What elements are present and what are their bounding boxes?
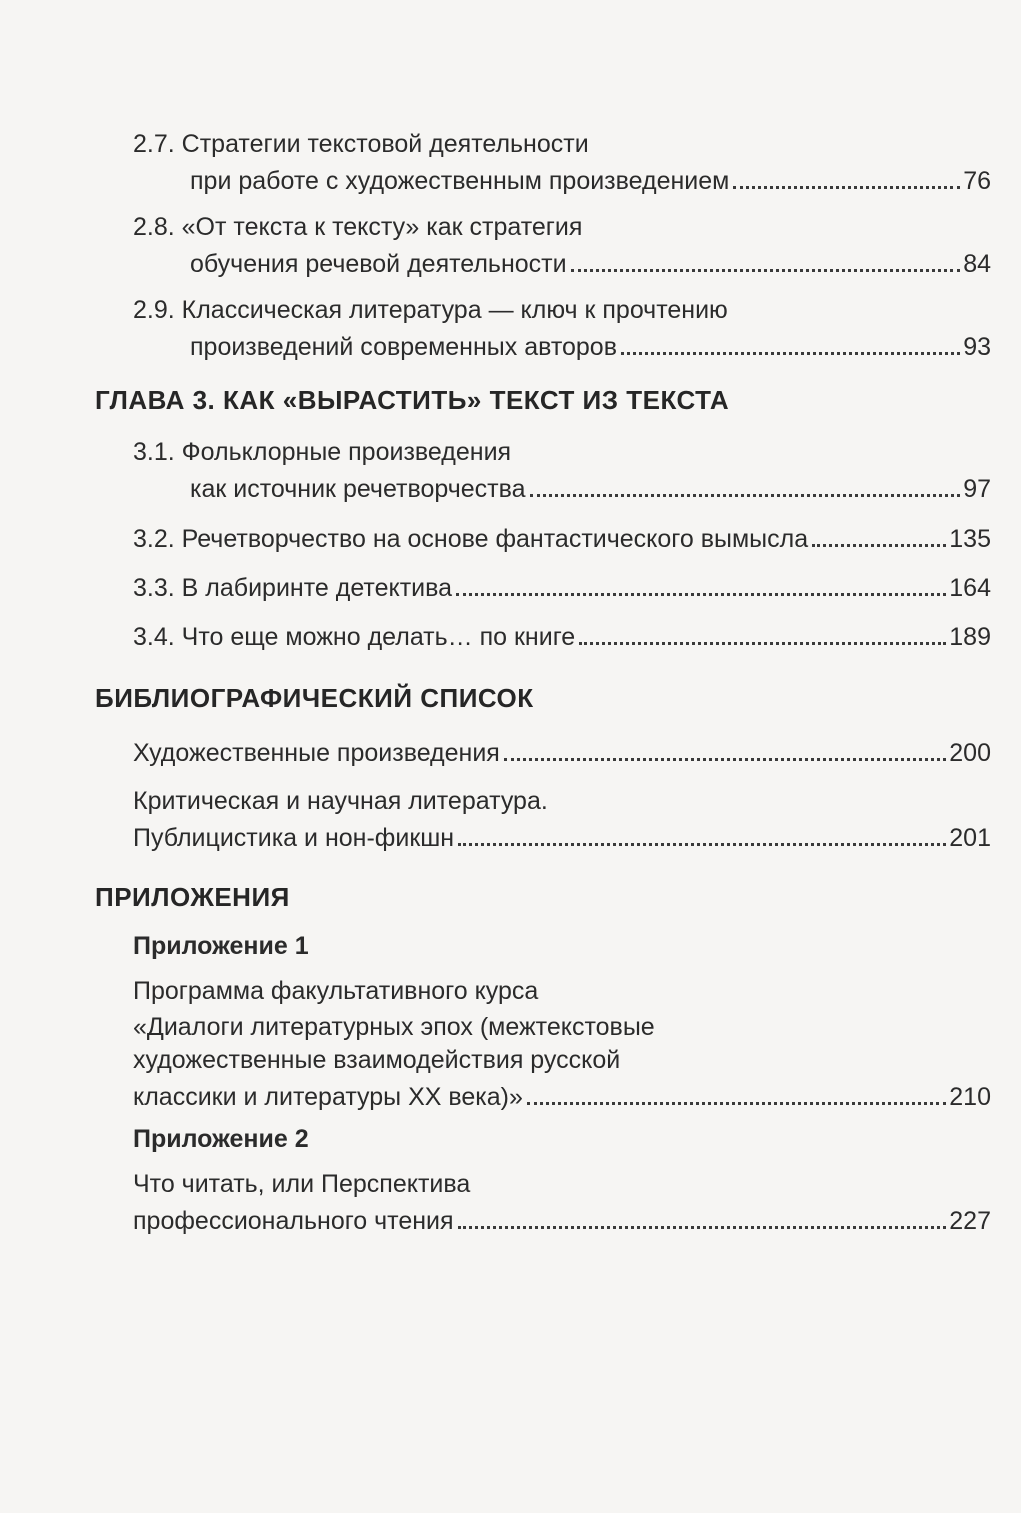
toc-entry-bib-2-line1: Критическая и научная литература. (133, 787, 548, 815)
toc-entry-bib-2[interactable] (133, 817, 991, 853)
toc-entry-2-7[interactable] (190, 160, 991, 196)
toc-entry-bib-1[interactable] (133, 732, 991, 768)
section-number: 3.1. (133, 438, 175, 466)
section-title-cont: профессионального чтения (133, 1207, 454, 1235)
section-title: 3.2. Речетворчество на основе фантастического вымысла (133, 525, 809, 553)
page-number: 76 (963, 167, 991, 195)
page-number: 201 (949, 824, 991, 852)
toc-entry-3-1[interactable] (190, 468, 991, 504)
toc-entry-3-3[interactable] (133, 567, 991, 603)
section-title: Фольклорные произведения (181, 438, 512, 466)
page-number: 200 (949, 739, 991, 767)
page-number: 135 (949, 525, 991, 553)
page-number: 164 (949, 574, 991, 602)
leader-dots (579, 642, 946, 645)
section-number: 2.8. (133, 213, 175, 241)
leader-dots (530, 494, 961, 497)
toc-entry-appendix-1[interactable] (133, 1076, 991, 1112)
appendices-heading[interactable]: ПРИЛОЖЕНИЯ (95, 882, 290, 912)
leader-dots (458, 1226, 947, 1229)
toc-entry-appendix-2[interactable] (133, 1200, 991, 1236)
page-number: 189 (949, 623, 991, 651)
toc-entry-2-8[interactable] (190, 243, 991, 279)
bibliography-heading[interactable]: БИБЛИОГРАФИЧЕСКИЙ СПИСОК (95, 683, 534, 713)
appendix-1-title: Приложение 1 (133, 932, 309, 960)
section-title: Стратегии текстовой деятельности (181, 130, 589, 158)
toc-entry-3-1-line1 (133, 435, 511, 469)
appendix-1-line3: художественные взаимодействия русской (133, 1046, 621, 1074)
leader-dots (527, 1102, 946, 1105)
section-title-cont: при работе с художественным произведением (190, 167, 730, 195)
toc-entry-3-2[interactable] (133, 518, 991, 554)
section-title-cont: произведений современных авторов (190, 333, 617, 361)
section-number: 2.7. (133, 130, 175, 158)
appendix-2-line1: Что читать, или Перспектива (133, 1170, 471, 1198)
appendix-2-title: Приложение 2 (133, 1125, 309, 1153)
page-number: 97 (963, 475, 991, 503)
leader-dots (504, 758, 946, 761)
toc-entry-2-8-line1 (133, 210, 582, 244)
leader-dots (621, 352, 960, 355)
appendix-1-line1: Программа факультативного курса (133, 977, 539, 1005)
page-number: 227 (949, 1207, 991, 1235)
section-title-cont: классики и литературы XX века)» (133, 1083, 523, 1111)
page-number: 93 (963, 333, 991, 361)
toc-entry-2-9[interactable] (190, 326, 991, 362)
leader-dots (571, 269, 961, 272)
leader-dots (812, 544, 946, 547)
toc-entry-2-7-line1 (133, 127, 589, 161)
section-title-cont: как источник речетворчества (190, 475, 526, 503)
chapter-3-heading[interactable]: ГЛАВА 3. КАК «ВЫРАСТИТЬ» ТЕКСТ ИЗ ТЕКСТА (95, 385, 730, 415)
page-number: 84 (963, 250, 991, 278)
section-title-cont: обучения речевой деятельности (190, 250, 567, 278)
toc-entry-3-4[interactable] (133, 616, 991, 652)
toc-entry-2-9-line1 (133, 293, 728, 327)
leader-dots (733, 186, 960, 189)
leader-dots (458, 843, 946, 846)
page-number: 210 (949, 1083, 991, 1111)
section-title: «От текста к тексту» как стратегия (181, 213, 583, 241)
section-title: Классическая литература — ключ к прочтению (181, 296, 728, 324)
section-title-cont: Публицистика и нон-фикшн (133, 824, 455, 852)
leader-dots (456, 593, 946, 596)
section-title: 3.3. В лабиринте детектива (133, 574, 453, 602)
section-title: Художественные произведения (133, 739, 500, 767)
section-number: 2.9. (133, 296, 175, 324)
appendix-1-line2: «Диалоги литературных эпох (межтекстовые (133, 1013, 655, 1041)
section-title: 3.4. Что еще можно делать… по книге (133, 623, 576, 651)
